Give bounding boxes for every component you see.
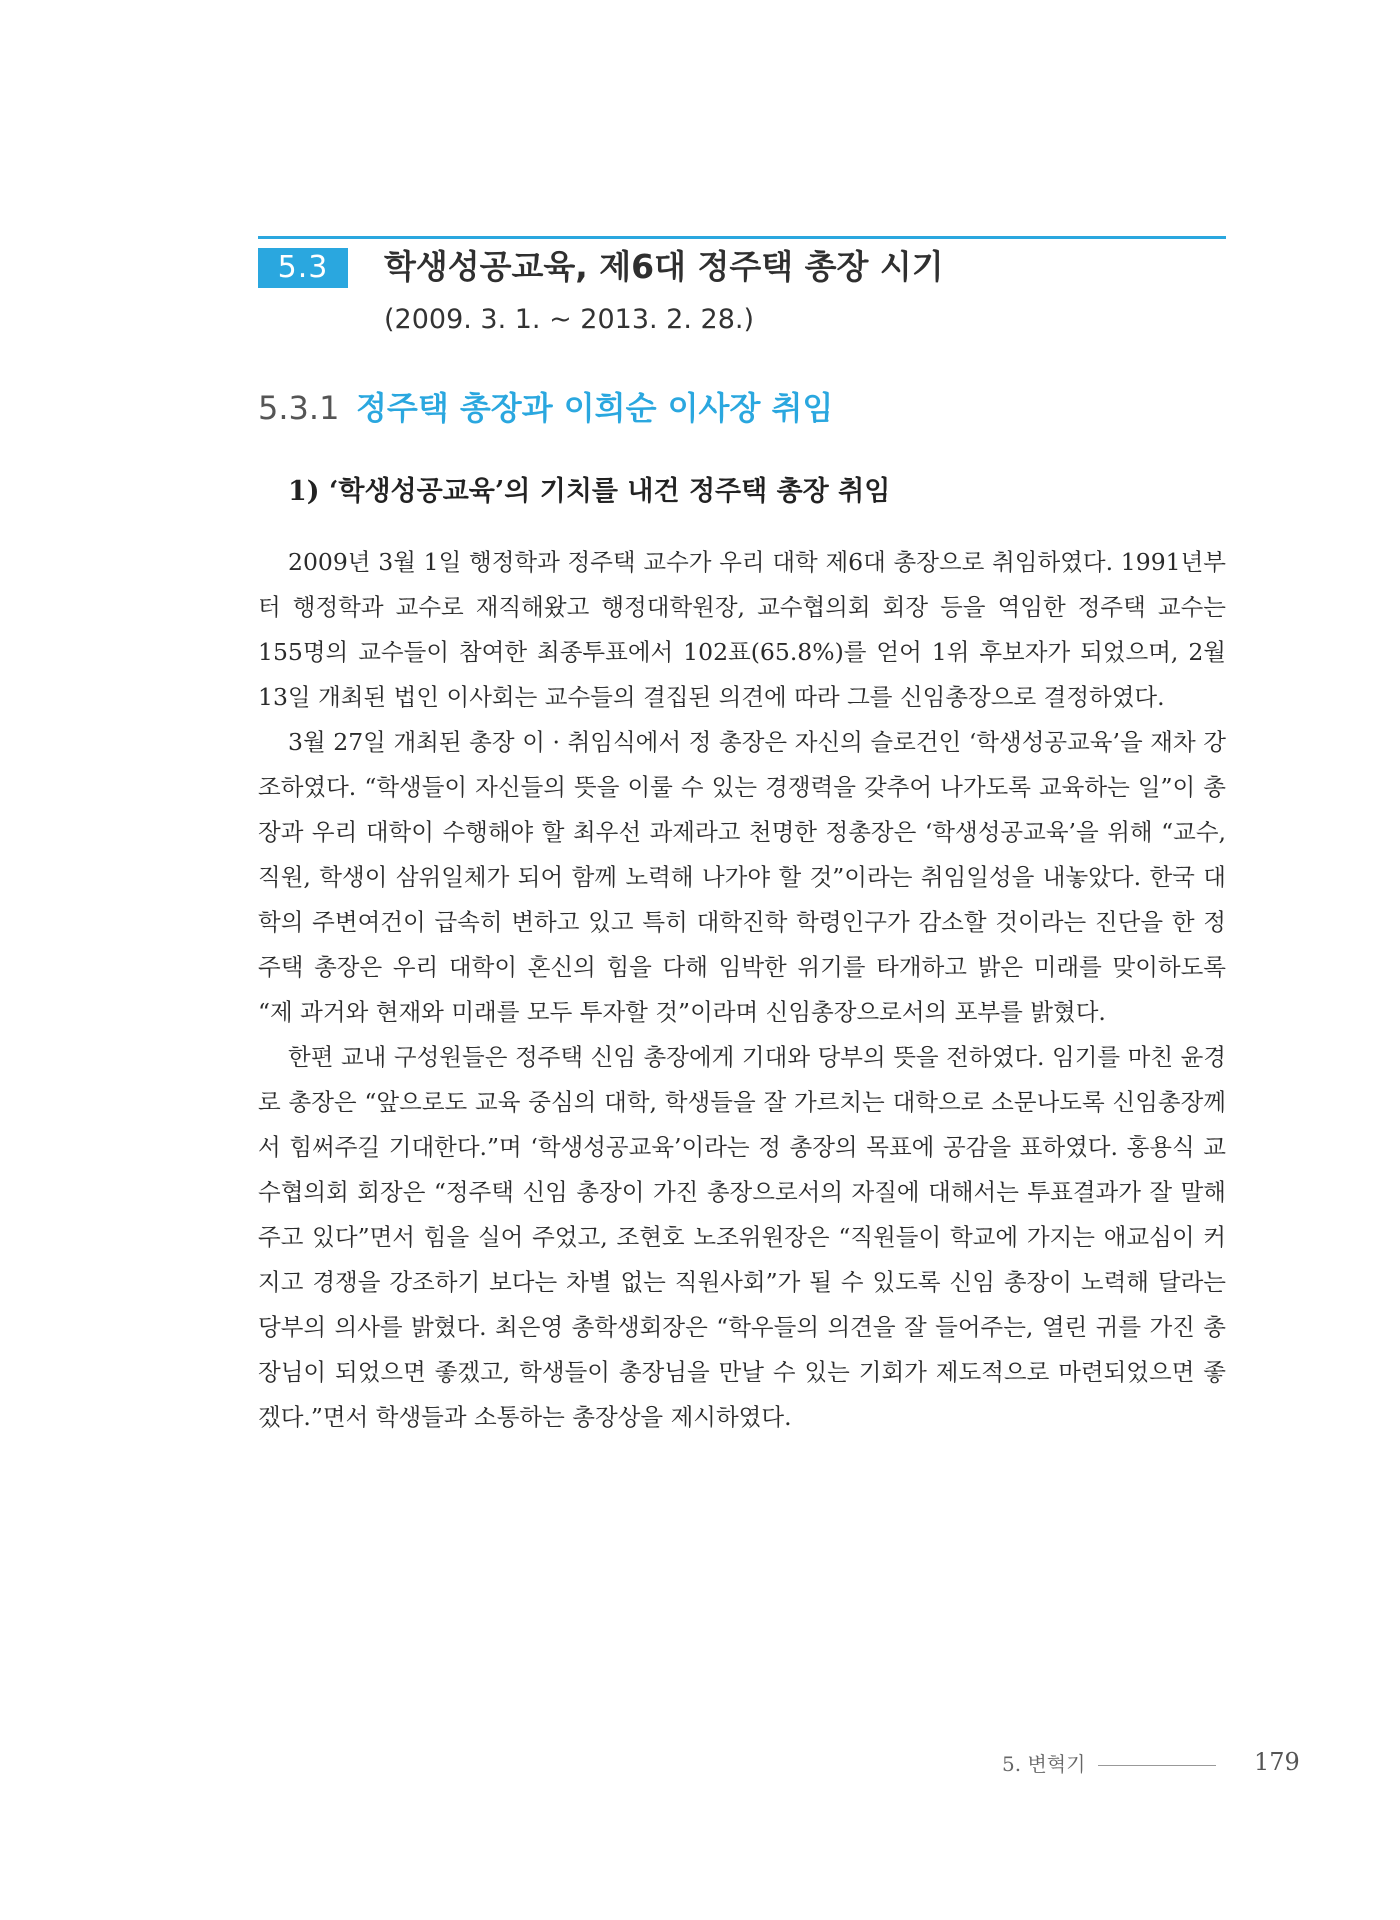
- section-period: (2009. 3. 1. ~ 2013. 2. 28.): [384, 304, 754, 335]
- section-title: 학생성공교육, 제6대 정주택 총장 시기: [384, 247, 944, 286]
- section-rule: [258, 236, 1226, 239]
- paragraph: 3월 27일 개최된 총장 이 · 취임식에서 정 총장은 자신의 슬로건인 ‘학생성공교육’을 재차 강조하였다. “학생들이 자신들의 뜻을 이룰 수 있는 경쟁력을 갖추어 나가도록 교육하는 일”이 총장과 우리 대학이 수행해야 할 최우선 과제라고 천명한 정총장은 ‘학생성공교육’을 위해 “교수, 직원, 학생이 삼위일체가 되어 함께 노력해 나가야 할 것”이라는 취임일성을 내놓았다. 한국 대학의 주변여건이 급속히 변하고 있고 특히 대학진학 학령인구가 감소할 것이라는 진단을 한 정주택 총장은 우리 대학이 혼신의 힘을 다해 임박한 위기를 타개하고 밝은 미래를 맞이하도록 “제 과거와 현재와 미래를 모두 투자할 것”이라며 신임총장으로서의 포부를 밝혔다.: [258, 728, 1226, 1026]
- item-heading: 1) ‘학생성공교육’의 기치를 내건 정주택 총장 취임: [288, 476, 891, 507]
- subsection-title: 정주택 총장과 이희순 이사장 취임: [356, 389, 834, 427]
- paragraph: 한편 교내 구성원들은 정주택 신임 총장에게 기대와 당부의 뜻을 전하였다. 임기를 마친 윤경로 총장은 “앞으로도 교육 중심의 대학, 학생들을 잘 가르치는 대학으로 소문나도록 신임총장께서 힘써주길 기대한다.”며 ‘학생성공교육’이라는 정 총장의 목표에 공감을 표하였다. 홍용식 교수협의회 회장은 “정주택 신임 총장이 가진 총장으로서의 자질에 대해서는 투표결과가 잘 말해주고 있다”면서 힘을 실어 주었고, 조현호 노조위원장은 “직원들이 학교에 가지는 애교심이 커지고 경쟁을 강조하기 보다는 차별 없는 직원사회”가 될 수 있도록 신임 총장이 노력해 달라는 당부의 의사를 밝혔다. 최은영 총학생회장은 “학우들의 의견을 잘 들어주는, 열린 귀를 가진 총장님이 되었으면 좋겠고, 학생들이 총장님을 만날 수 있는 기회가 제도적으로 마련되었으면 좋겠다.”면서 학생들과 소통하는 총장상을 제시하였다.: [258, 1043, 1226, 1431]
- paragraph: 2009년 3월 1일 행정학과 정주택 교수가 우리 대학 제6대 총장으로 취임하였다. 1991년부터 행정학과 교수로 재직해왔고 행정대학원장, 교수협의회 회장 등을 역임한 정주택 교수는 155명의 교수들이 참여한 최종투표에서 102표(65.8%)를 얻어 1위 후보자가 되었으며, 2월 13일 개최된 법인 이사회는 교수들의 결집된 의견에 따라 그를 신임총장으로 결정하였다.: [258, 548, 1226, 711]
- footer-divider: [1098, 1765, 1216, 1766]
- body-text: [258, 540, 1226, 1440]
- subsection-number: 5.3.1: [258, 389, 340, 427]
- page-number: 179: [1254, 1748, 1300, 1776]
- section-number-badge: 5.3: [258, 248, 348, 288]
- footer-chapter-label: 5. 변혁기: [1002, 1752, 1086, 1776]
